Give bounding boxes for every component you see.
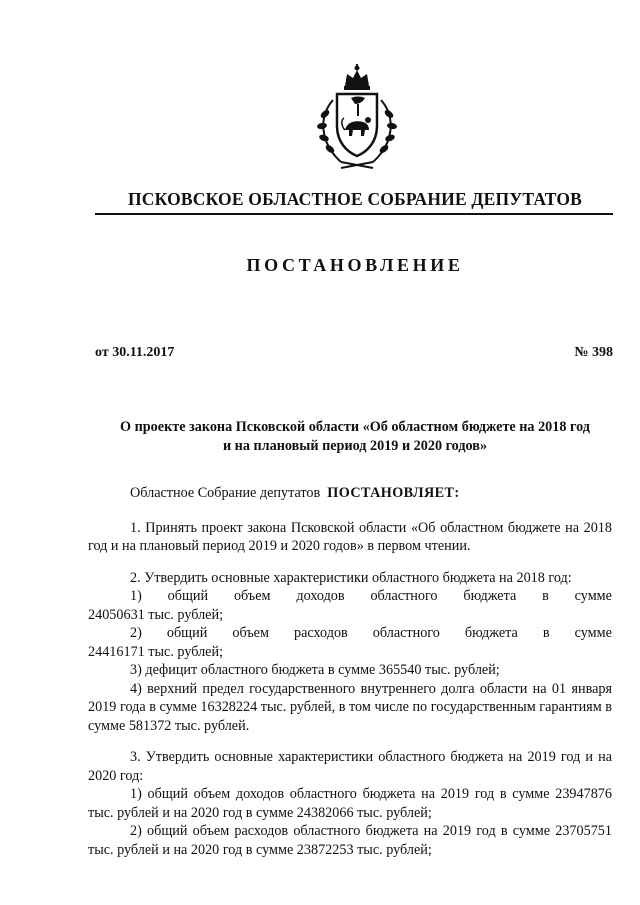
document-date: от 30.11.2017 <box>95 345 175 360</box>
item-2-sub-1-continuation: 24050631 тыс. рублей; <box>88 606 224 623</box>
word: бюджета <box>464 625 518 641</box>
item-2-sub-2-continuation: 24416171 тыс. рублей; <box>88 643 224 660</box>
word: объем <box>233 588 271 604</box>
document-type-title: ПОСТАНОВЛЕНИЕ <box>246 255 464 275</box>
word: в <box>542 625 550 641</box>
word: 2) <box>130 625 142 641</box>
item-2-sub-1-line <box>88 587 612 606</box>
organization-name: ПСКОВСКОЕ ОБЛАСТНОЕ СОБРАНИЕ ДЕПУТАТОВ <box>127 189 583 209</box>
item-3-heading: 3. Утвердить основные характеристики областного бюджета на 2019 год и на 2020 год: <box>88 749 612 784</box>
item-1: 1. Принять проект закона Псковской области «Об областном бюджете на 2018 год и на плановый период 2019 и 2020 годов» в первом чтении. <box>88 519 612 554</box>
word: объем <box>232 625 269 641</box>
item-3-sub-1: 1) общий объем доходов областного бюджета на 2019 год в сумме 23947876 тыс. рублей и на 2020 год в сумме 24382066 тыс. рублей; <box>88 786 612 821</box>
word: общий <box>167 588 209 604</box>
word: 1) <box>130 588 142 604</box>
item-3-sub-2: 2) общий объем расходов областного бюджета на 2019 год в сумме 23705751 тыс. рублей и на 2020 год в сумме 23872253 тыс. рублей; <box>88 823 612 858</box>
document-number: № 398 <box>574 345 613 360</box>
word: расходов <box>293 625 348 641</box>
preamble-text: Областное Собрание депутатов <box>130 485 321 501</box>
subject-line-1: О проекте закона Псковской области «Об областном бюджете на 2018 год <box>120 419 590 435</box>
word: бюджета <box>463 588 517 604</box>
word: доходов <box>296 588 345 604</box>
item-2-heading: 2. Утвердить основные характеристики областного бюджета на 2018 год: <box>130 569 572 586</box>
coat-of-arms-emblem <box>311 64 403 174</box>
item-2-sub-4: 4) верхний предел государственного внутреннего долга области на 01 января 2019 года в сумме 16328224 тыс. рублей, в том числе по государственным гарантиям в сумме 581372 тыс. рублей. <box>88 680 612 734</box>
resolution-body <box>88 484 612 859</box>
word: областного <box>370 588 438 604</box>
word: общий <box>166 625 208 641</box>
word: областного <box>372 625 440 641</box>
item-2-sub-3: 3) дефицит областного бюджета в сумме 365540 тыс. рублей; <box>130 662 500 678</box>
word: в <box>542 588 549 604</box>
item-2-sub-2-line <box>88 624 612 643</box>
subject-line-2: и на плановый период 2019 и 2020 годов» <box>222 438 488 454</box>
word: сумме <box>574 588 612 604</box>
resolution-subject <box>95 418 615 456</box>
preamble-decree-word: ПОСТАНОВЛЯЕТ: <box>327 485 460 501</box>
preamble <box>88 484 612 503</box>
word: сумме <box>574 625 612 641</box>
header-divider <box>95 213 613 215</box>
